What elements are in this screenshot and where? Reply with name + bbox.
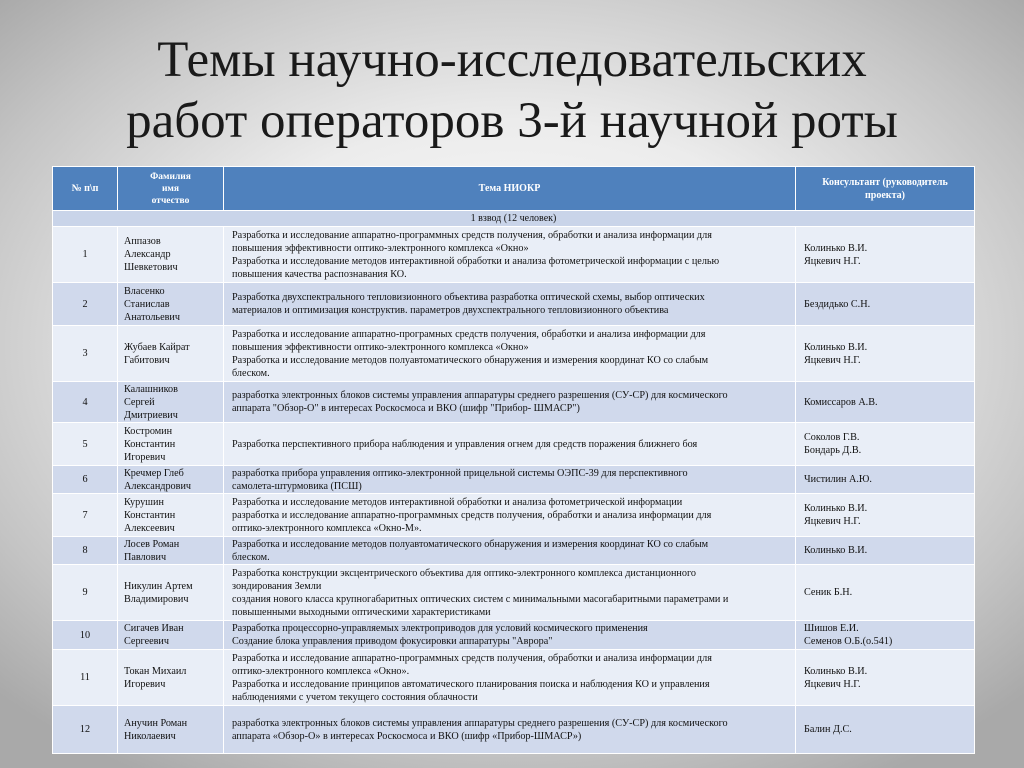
student-name xyxy=(118,537,224,565)
consultant xyxy=(796,650,975,706)
row-number: 10 xyxy=(53,621,118,650)
research-topic-line: блеском. xyxy=(232,551,270,563)
header-full-name xyxy=(118,167,224,211)
row-number: 6 xyxy=(53,466,118,494)
header-name-line: Фамилия xyxy=(150,171,191,182)
research-topic xyxy=(224,466,796,494)
header-name-line: имя xyxy=(161,183,180,194)
slide-title xyxy=(0,30,1024,152)
header-consultant: Консультант (руководитель проекта) xyxy=(796,167,975,211)
consultant xyxy=(796,283,975,326)
research-topic xyxy=(224,565,796,621)
research-topic-line: оптико-электронного комплекса «Окно». xyxy=(232,665,410,677)
research-topic-line: Разработка и исследование аппаратно-программных средств получения, обработки и анализа информации для xyxy=(232,229,712,241)
research-topic-line: повышенными выходными оптическими характеристиками xyxy=(232,606,491,618)
consultant xyxy=(796,494,975,537)
research-topic-line: повышения качества распознавания КО. xyxy=(232,268,407,280)
consultant xyxy=(796,706,975,754)
research-topic-line: наблюдениями с учетом текущего состояния облачности xyxy=(232,691,478,703)
header-number: № п\п xyxy=(53,167,118,211)
row-number: 7 xyxy=(53,494,118,537)
row-number: 1 xyxy=(53,227,118,283)
consultant xyxy=(796,382,975,423)
table-row xyxy=(53,466,975,494)
consultant-line: Шишов Е.И. xyxy=(804,623,859,634)
student-name xyxy=(118,326,224,382)
research-topic-line: повышения эффективности оптико-электронного комплекса «Окно» xyxy=(232,341,529,353)
research-topic-line: создания нового класса крупногабаритных оптических систем с минимальными масогабаритными параметрами и xyxy=(232,593,729,605)
student-name-line: Никулин Артем xyxy=(124,580,193,592)
student-name-line: Игоревич xyxy=(124,451,166,463)
research-topic-line: Разработка конструкции эксцентрического объектива для оптико-электронного комплекса дистанционного xyxy=(232,567,696,579)
consultant xyxy=(796,466,975,494)
table-row xyxy=(53,382,975,423)
consultant-line: Балин Д.С. xyxy=(804,724,852,735)
row-number: 11 xyxy=(53,650,118,706)
consultant-line: Колинько В.И. xyxy=(804,503,868,514)
research-topic xyxy=(224,706,796,754)
research-topic-line: самолета-штурмовика (ПСШ) xyxy=(232,480,362,492)
student-name xyxy=(118,227,224,283)
student-name-line: Костромин xyxy=(124,425,173,437)
consultant-line: Колинько В.И. xyxy=(804,545,868,556)
consultant-line: Яцкевич Н.Г. xyxy=(804,678,861,690)
consultant xyxy=(796,621,975,650)
consultant-line: Яцкевич Н.Г. xyxy=(804,255,861,267)
student-name-line: Шевкетович xyxy=(124,262,178,273)
research-topic xyxy=(224,382,796,423)
research-topic-line: зондирования Земли xyxy=(232,580,322,592)
table-row xyxy=(53,565,975,621)
consultant xyxy=(796,227,975,283)
research-topic-line: разработка прибора управления оптико-электронной прицельной системы ОЭПС-39 для перспективного xyxy=(232,467,688,479)
student-name xyxy=(118,565,224,621)
group-label: 1 взвод (12 человек) xyxy=(53,211,975,227)
student-name-line: Лосев Роман xyxy=(124,538,180,550)
table-row xyxy=(53,621,975,650)
student-name-line: Аппазов xyxy=(124,236,161,247)
consultant-line: Колинько В.И. xyxy=(804,665,868,677)
research-topic-line: Разработка и исследование принципов автоматического планирования поиска и наблюдения КО и управления xyxy=(232,678,710,690)
research-topic-line: аппарата "Обзор-О" в интересах Роскосмоса и ВКО (шифр "Прибор- ШМАСР") xyxy=(232,403,580,414)
research-topic-line: разработка электронных блоков системы управления аппаратуры среднего разрешения (СУ-СР) для космического xyxy=(232,390,728,401)
consultant xyxy=(796,537,975,565)
student-name xyxy=(118,283,224,326)
student-name xyxy=(118,706,224,754)
student-name-line: Константин xyxy=(124,438,176,450)
research-topic-line: разработка электронных блоков системы управления аппаратуры среднего разрешения (СУ-СР) для космического xyxy=(232,717,728,729)
consultant-line: Сеник Б.Н. xyxy=(804,587,853,598)
row-number: 3 xyxy=(53,326,118,382)
student-name-line: Сигачев Иван xyxy=(124,623,184,634)
research-topic-line: разработка и исследование аппаратно-программных средств получения, обработки и анализа информации для xyxy=(232,509,712,521)
research-topic xyxy=(224,537,796,565)
student-name xyxy=(118,650,224,706)
research-topic-line: Разработка и исследование методов интерактивной обработки и анализа фотометрической информации с целью xyxy=(232,255,720,267)
table-row xyxy=(53,494,975,537)
student-name-line: Габитович xyxy=(124,354,170,366)
research-topic-line: Разработка процессорно-управляемых электроприводов для условий космического применения xyxy=(232,623,648,634)
research-topic xyxy=(224,423,796,466)
research-topic-line: Разработка и исследование аппаратно-программных средств получения, обработки и анализа информации для xyxy=(232,652,712,664)
student-name-line: Токан Михаил xyxy=(124,665,187,677)
research-topic-line: оптико-электронного комплекса «Окно-М». xyxy=(232,522,422,534)
student-name-line: Владимирович xyxy=(124,593,189,605)
student-name xyxy=(118,466,224,494)
consultant-line: Яцкевич Н.Г. xyxy=(804,516,861,527)
consultant-line: Колинько В.И. xyxy=(804,242,868,254)
research-topic-line: блеском. xyxy=(232,367,270,379)
table-row xyxy=(53,706,975,754)
student-name-line: Станислав xyxy=(124,298,170,310)
header-topic: Тема НИОКР xyxy=(224,167,796,211)
research-topic-line: Разработка и исследование методов полуавтоматического обнаружения и измерения координат КО со слабым xyxy=(232,354,709,366)
research-topic xyxy=(224,326,796,382)
student-name-line: Власенко xyxy=(124,285,165,297)
student-name-line: Калашников xyxy=(124,383,178,395)
research-topic-line: Разработка и исследование методов полуавтоматического обнаружения и измерения координат КО со слабым xyxy=(232,538,709,550)
consultant-line: Комиссаров А.В. xyxy=(804,396,878,408)
student-name-line: Жубаев Кайрат xyxy=(124,341,190,353)
research-topic-line: Создание блока управления приводом фокусировки аппаратуры "Аврора" xyxy=(232,636,553,647)
student-name-line: Павлович xyxy=(124,551,167,563)
table-row xyxy=(53,423,975,466)
research-topic-line: материалов и оптимизация конструктив. параметров двухспектрального тепловизионного объектива xyxy=(232,305,669,316)
consultant-line: Колинько В.И. xyxy=(804,341,868,353)
research-topic-line: повышения эффективности оптико-электронного комплекса «Окно» xyxy=(232,242,529,254)
slide-title-line-2: работ операторов 3-й научной роты xyxy=(126,93,898,149)
student-name-line: Алексеевич xyxy=(124,522,175,534)
student-name-line: Сергей xyxy=(124,396,155,408)
research-topic-line: Разработка двухспектрального тепловизионного объектива разработка оптической схемы, выбор оптических xyxy=(232,292,705,303)
consultant-line: Семенов О.Б.(о.541) xyxy=(804,636,893,647)
research-topic-line: Разработка перспективного прибора наблюдения и управления огнем для средств поражения ближнего боя xyxy=(232,438,698,450)
research-topic-line: Разработка и исследование аппаратно-програмных средств получения, обработки и анализа информации для xyxy=(232,328,706,340)
research-topic xyxy=(224,283,796,326)
research-topics-table xyxy=(52,166,975,754)
student-name-line: Константин xyxy=(124,509,176,521)
table-header-row xyxy=(53,167,975,211)
student-name-line: Николаевич xyxy=(124,730,176,742)
student-name-line: Сергеевич xyxy=(124,636,170,647)
student-name xyxy=(118,621,224,650)
table-row xyxy=(53,326,975,382)
research-topic-line: Разработка и исследование методов интерактивной обработки и анализа фотометрической информации xyxy=(232,496,683,508)
student-name-line: Дмитриевич xyxy=(124,409,178,421)
header-name-line: отчество xyxy=(151,195,190,206)
consultant-line: Бездидько С.Н. xyxy=(804,298,871,310)
consultant-line: Бондарь Д.В. xyxy=(804,445,862,456)
student-name xyxy=(118,494,224,537)
table-row xyxy=(53,650,975,706)
row-number: 9 xyxy=(53,565,118,621)
research-topic xyxy=(224,650,796,706)
consultant xyxy=(796,565,975,621)
consultant-line: Яцкевич Н.Г. xyxy=(804,354,861,366)
row-number: 12 xyxy=(53,706,118,754)
student-name-line: Курушин xyxy=(124,496,164,508)
table-row xyxy=(53,227,975,283)
group-row xyxy=(53,211,975,227)
row-number: 8 xyxy=(53,537,118,565)
row-number: 5 xyxy=(53,423,118,466)
student-name-line: Александрович xyxy=(124,480,192,492)
student-name-line: Александр xyxy=(124,249,171,260)
student-name-line: Игоревич xyxy=(124,678,166,690)
consultant-line: Чистилин А.Ю. xyxy=(804,474,872,485)
consultant-line: Соколов Г.В. xyxy=(804,432,860,443)
consultant xyxy=(796,423,975,466)
student-name-line: Анатольевич xyxy=(124,311,180,323)
student-name xyxy=(118,382,224,423)
research-topic xyxy=(224,494,796,537)
table-row xyxy=(53,283,975,326)
slide-title-line-1: Темы научно-исследовательских xyxy=(157,32,867,88)
student-name xyxy=(118,423,224,466)
research-topic-line: аппарата «Обзор-О» в интересах Роскосмоса и ВКО (шифр «Прибор-ШМАСР») xyxy=(232,730,582,742)
row-number: 4 xyxy=(53,382,118,423)
table-row xyxy=(53,537,975,565)
consultant xyxy=(796,326,975,382)
student-name-line: Анучин Роман xyxy=(124,717,188,729)
research-topic xyxy=(224,621,796,650)
research-topic xyxy=(224,227,796,283)
student-name-line: Кречмер Глеб xyxy=(124,467,184,479)
row-number: 2 xyxy=(53,283,118,326)
